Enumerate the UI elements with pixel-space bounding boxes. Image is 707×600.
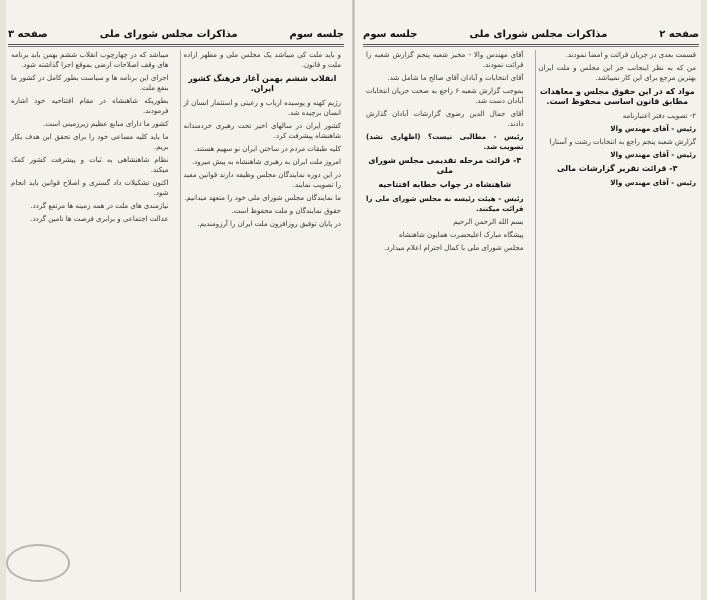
section-heading: انقلاب ششم بهمن آغاز فرهنگ کشور ایران. [188,74,337,93]
speaker-line: رئیس - آقای مهندس والا [610,151,696,159]
paragraph: قسمت بعدی در جریان قرائت و امضا نمودند. [565,51,696,59]
paragraph: گزارش شعبه پنجم راجع به انتخابات رشت و آستارا [549,138,696,146]
right-journal-title: مذاکرات مجلس شورای ملی [469,28,608,40]
paragraph: آقای جمال الدین رضوی گزارشات آبادان گذارش دادند. [366,110,524,128]
paragraph: من که به نظر اینجانب جز این مجلس و ملت ایران بهترین مرجع برای این کار نمیباشد. [538,64,696,82]
left-page-header [8,26,344,42]
paragraph: ما نمایندگان مجلس شورای ملی خود را متعهد میدانیم. [184,194,341,202]
ink-stamp-mark [6,544,70,582]
text-column [535,50,700,592]
paragraph: رژیم کهنه و پوسیده ارباب و رعیتی و استثمار انسان از انسان برچیده شد. [183,99,341,117]
speaker-line: رئیس - مطالبی نیست؟ (اظهاری نشد) تصویب شد. [366,133,524,151]
left-session-label: جلسه سوم [289,28,344,40]
paragraph: بسم الله الرحمن الرحیم [453,218,524,226]
paragraph: کشور ما دارای منابع عظیم زیرزمینی است. [43,120,169,128]
right-page-columns [363,50,699,592]
text-column [363,50,527,592]
paragraph: حقوق نمایندگان و ملت محفوظ است. [231,207,341,215]
speaker-line: رئیس - هیئت رئیسه به مجلس شورای ملی را قرائت میکنند. [366,195,524,213]
paragraph: ما باید کلیه مساعی خود را برای تحقق این هدف بکار بریم. [11,133,169,151]
paragraph: کشور ایران در سالهای اخیر تحت رهبری خردمندانه شاهنشاه پیشرفت کرد. [183,122,341,140]
right-page [355,0,707,600]
paragraph: بموجب گزارش شعبه ۶ راجع به صحت جریان انتخابات آبادان دست شد. [366,87,524,105]
paragraph: نظام شاهنشاهی به ثبات و پیشرفت کشور کمک میکند. [11,156,169,174]
right-page-header [363,26,699,42]
page-gutter [352,0,355,600]
paragraph: امروز ملت ایران به رهبری شاهنشاه به پیش میرود. [191,158,341,166]
paragraph: در پایان توفیق روزافزون ملت ایران را آرزومندیم. [197,220,341,228]
paragraph: نیازمندی های ملت در همه زمینه ها مرتفع گردد. [30,202,169,210]
left-journal-title: مذاکرات مجلس شورای ملی [99,28,238,40]
paragraph: در این دوره نمایندگان مجلس وظیفه دارند قوانین مفید را تصویب نمایند. [183,171,341,189]
paragraph: بطوریکه شاهنشاه در مقام افتتاحیه خود اشاره فرمودند. [11,97,169,115]
speaker-line: رئیس - آقای مهندس والا [610,179,696,187]
paragraph: میباشد که در چهارچوب انقلاب ششم بهمن باید برنامه های وقف اصلاحات ارضی بموقع اجرا گذاشته شود. [11,51,169,69]
paragraph: کلیه طبقات مردم در ساختن ایران نو سهیم هستند. [194,145,341,153]
right-session-label: جلسه سوم [363,28,418,40]
left-page [0,0,352,600]
right-page-number: صفحه ۲ [659,28,699,40]
paragraph: پیشگاه مبارک اعلیحضرت همایون شاهنشاه [398,231,524,239]
paragraph: مجلس شورای ملی با کمال احترام اعلام میدارد. [384,244,524,252]
paragraph: اکنون تشکیلات داد گستری و اصلاح قوانین باید انجام شود. [11,179,169,197]
left-page-columns [8,50,344,592]
section-heading: ۴- قرائت مرحله تقدیمی مجلس شورای ملی [368,156,522,175]
paragraph: عدالت اجتماعی و برابری فرصت ها تامین گردد. [30,215,169,223]
speaker-line: رئیس - آقای مهندس والا [610,125,696,133]
header-rule [363,44,699,45]
text-column [8,50,172,592]
text-column [180,50,345,592]
paragraph: و باید ملت کی میباشد یک مجلس ملی و مظهر اراده ملت و قانون. [183,51,341,69]
header-rule [8,46,344,47]
section-heading: مواد که در این حقوق مجلس و معاهدات مطابق قانون اساسی محفوظ است. [539,87,695,106]
paragraph: ۲- تصویب دفتر اعتبارنامه [622,112,696,120]
paragraph: آقای انتخابات و آبادان آقای صالح ما شامل شد. [387,74,524,82]
header-rule [8,44,344,45]
paragraph: اجرای این برنامه ها و سیاست بطور کامل در کشور ما بنفع ملت. [11,74,169,92]
header-rule [363,46,699,47]
section-heading: شاهنشاه در جواب خطابه افتتاحیه [378,180,512,189]
section-heading: ۳- قرائت تقریر گزارشات مالی [557,164,678,173]
left-page-number: صفحه ۳ [8,28,48,40]
paragraph: آقای مهندس والا - مخبر شعبه پنجم گزارش شعبه را قرائت نمودند. [366,51,524,69]
